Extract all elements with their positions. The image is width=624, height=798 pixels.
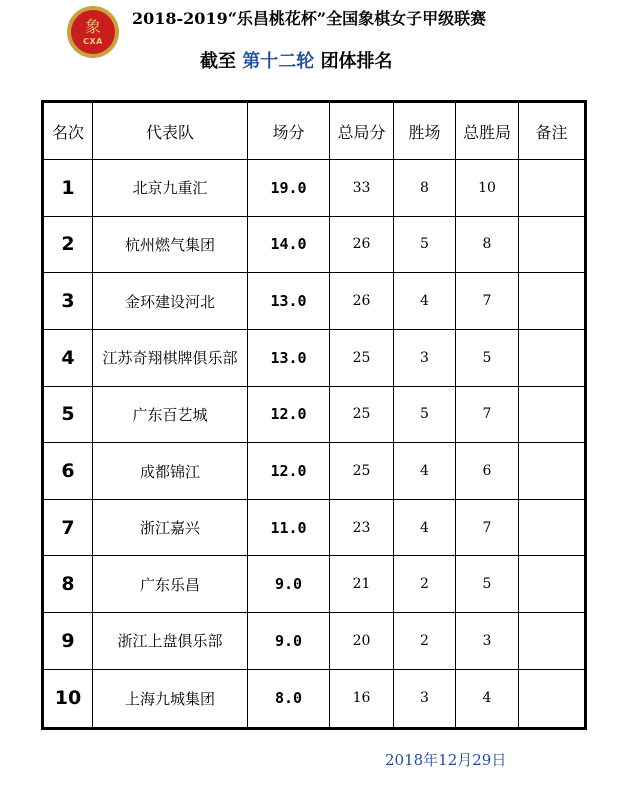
date-stamp: 2018年12月29日 [385,751,507,769]
team-cell: 北京九重汇 [93,160,248,217]
notes-cell [519,556,586,613]
table-row [43,216,586,273]
notes-cell [519,386,586,443]
wins-cell: 8 [394,160,456,217]
total-wins-cell: 7 [456,499,519,556]
wins-cell: 4 [394,443,456,500]
header-wins: 胜场 [394,102,456,160]
total-wins-cell: 8 [456,216,519,273]
header-row [43,102,586,160]
header-match-points: 场分 [248,102,330,160]
match-points-cell: 8.0 [248,669,330,728]
game-points-cell: 25 [330,443,394,500]
game-points-cell: 26 [330,273,394,330]
rank-cell: 1 [43,160,93,217]
rank-cell: 6 [43,443,93,500]
wins-cell: 4 [394,273,456,330]
game-points-cell: 25 [330,329,394,386]
rank-cell: 10 [43,669,93,728]
match-points-cell: 12.0 [248,443,330,500]
match-points-cell: 13.0 [248,273,330,330]
rank-cell: 5 [43,386,93,443]
notes-cell [519,216,586,273]
game-points-cell: 25 [330,386,394,443]
notes-cell [519,613,586,670]
game-points-cell: 16 [330,669,394,728]
wins-cell: 5 [394,216,456,273]
total-wins-cell: 10 [456,160,519,217]
table-row [43,160,586,217]
total-wins-cell: 6 [456,443,519,500]
rank-cell: 3 [43,273,93,330]
total-wins-cell: 3 [456,613,519,670]
match-points-cell: 12.0 [248,386,330,443]
rank-cell: 7 [43,499,93,556]
team-cell: 浙江上盘俱乐部 [93,613,248,670]
rank-cell: 9 [43,613,93,670]
header-notes: 备注 [519,102,586,160]
wins-cell: 2 [394,613,456,670]
table-row [43,386,586,443]
match-points-cell: 19.0 [248,160,330,217]
logo-text: CXA [83,36,103,46]
rank-cell: 4 [43,329,93,386]
notes-cell [519,499,586,556]
table-row [43,273,586,330]
subtitle-round: 第十二轮 [242,51,315,72]
table-row [43,556,586,613]
match-points-cell: 11.0 [248,499,330,556]
notes-cell [519,669,586,728]
team-cell: 浙江嘉兴 [93,499,248,556]
total-wins-cell: 5 [456,329,519,386]
total-wins-cell: 7 [456,386,519,443]
team-cell: 广东乐昌 [93,556,248,613]
subtitle-suffix: 团体排名 [320,51,393,72]
header-rank: 名次 [43,102,93,160]
team-cell: 杭州燃气集团 [93,216,248,273]
game-points-cell: 21 [330,556,394,613]
total-wins-cell: 4 [456,669,519,728]
header-game-points: 总局分 [330,102,394,160]
table-row [43,499,586,556]
notes-cell [519,273,586,330]
wins-cell: 5 [394,386,456,443]
wins-cell: 4 [394,499,456,556]
total-wins-cell: 5 [456,556,519,613]
logo-glyph: 象 [84,16,101,36]
game-points-cell: 26 [330,216,394,273]
header-total-wins: 总胜局 [456,102,519,160]
game-points-cell: 23 [330,499,394,556]
table-row [43,613,586,670]
table-row [43,669,586,728]
game-points-cell: 33 [330,160,394,217]
association-logo [67,6,119,58]
wins-cell: 3 [394,329,456,386]
notes-cell [519,329,586,386]
team-cell: 广东百艺城 [93,386,248,443]
notes-cell [519,160,586,217]
page-title: 2018-2019“乐昌桃花杯”全国象棋女子甲级联赛 [132,9,487,28]
team-cell: 成都锦江 [93,443,248,500]
game-points-cell: 20 [330,613,394,670]
match-points-cell: 13.0 [248,329,330,386]
logo-emblem [71,10,115,54]
header-team: 代表队 [93,102,248,160]
team-cell: 江苏奇翔棋牌俱乐部 [93,329,248,386]
match-points-cell: 14.0 [248,216,330,273]
notes-cell [519,443,586,500]
rank-cell: 8 [43,556,93,613]
team-cell: 上海九城集团 [93,669,248,728]
table-row [43,443,586,500]
total-wins-cell: 7 [456,273,519,330]
rank-cell: 2 [43,216,93,273]
standings-table [41,100,587,730]
wins-cell: 2 [394,556,456,613]
team-cell: 金环建设河北 [93,273,248,330]
wins-cell: 3 [394,669,456,728]
subtitle-prefix: 截至 [200,51,236,72]
page-subtitle [200,47,393,73]
match-points-cell: 9.0 [248,613,330,670]
match-points-cell: 9.0 [248,556,330,613]
table-row [43,329,586,386]
